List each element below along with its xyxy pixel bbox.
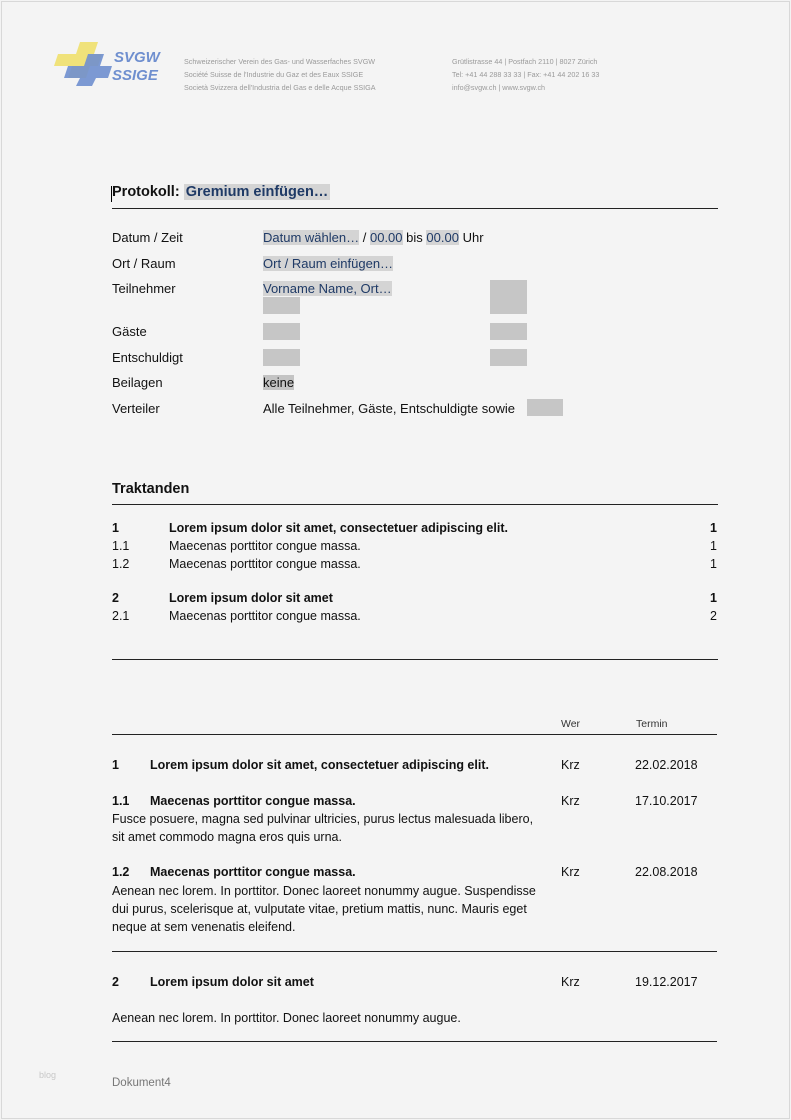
beilagen-label: Beilagen	[112, 375, 163, 390]
toc-page: 2	[710, 609, 717, 623]
toc-entry[interactable]: Lorem ipsum dolor sit amet, consectetuer adipiscing elit.	[169, 521, 508, 535]
logo-text-1: SVGW	[114, 49, 160, 66]
toc-num: 1	[112, 521, 119, 535]
toc-page: 1	[710, 539, 717, 553]
toc-page: 1	[710, 521, 717, 535]
document-name: Dokument4	[112, 1077, 171, 1089]
org-line: Société Suisse de l'Industrie du Gaz et des Eaux SSIGE	[184, 70, 364, 79]
gaeste-label: Gäste	[112, 324, 147, 339]
action-wer: Krz	[561, 975, 580, 989]
gremium-field[interactable]: Gremium einfügen…	[185, 184, 329, 200]
action-title: Lorem ipsum dolor sit amet, consectetuer adipiscing elit.	[150, 758, 489, 772]
teilnehmer-field-3[interactable]	[490, 280, 527, 314]
action-title: Lorem ipsum dolor sit amet	[150, 975, 314, 989]
verteiler-label: Verteiler	[112, 401, 160, 416]
bis-text: bis	[406, 230, 423, 245]
action-num: 1.2	[112, 865, 130, 879]
verteiler-field[interactable]	[527, 399, 563, 416]
action-termin: 17.10.2017	[635, 794, 698, 808]
table-end-rule	[112, 1041, 717, 1042]
table-mid-rule	[112, 951, 717, 952]
protocol-title	[112, 184, 330, 200]
time-from-field[interactable]: 00.00	[369, 230, 403, 245]
action-termin: 22.02.2018	[635, 758, 698, 772]
action-body: Aenean nec lorem. In porttitor. Donec laoreet nonummy augue. Suspendisse dui purus, scelerisque at, vulputate vitae, pretium mattis, nunc. Mauris eget neque at sem venenatis eleifend.	[112, 884, 536, 934]
uhr-text: Uhr	[462, 230, 484, 245]
col-termin: Termin	[636, 718, 668, 730]
action-wer: Krz	[561, 794, 580, 808]
toc-entry[interactable]: Maecenas porttitor congue massa.	[169, 539, 361, 553]
teilnehmer-field[interactable]: Vorname Name, Ort…	[263, 281, 392, 296]
logo-text-2: SSIGE	[112, 67, 158, 84]
col-wer: Wer	[561, 718, 581, 730]
svgw-logo	[54, 40, 170, 88]
toc-page: 1	[710, 557, 717, 571]
org-line: Schweizerischer Verein des Gas- und Wasserfaches SVGW	[184, 57, 376, 66]
ort-label: Ort / Raum	[112, 256, 176, 271]
ort-field[interactable]: Ort / Raum einfügen…	[263, 256, 394, 271]
teilnehmer-label: Teilnehmer	[112, 281, 176, 296]
datum-row	[263, 230, 484, 245]
org-address	[452, 55, 599, 94]
address-line: info@svgw.ch | www.svgw.ch	[452, 83, 546, 92]
datum-label: Datum / Zeit	[112, 230, 183, 245]
gaeste-field-2[interactable]	[490, 323, 527, 340]
watermark: blog	[39, 1070, 57, 1080]
toc-end-rule	[112, 659, 718, 660]
action-body: Aenean nec lorem. In porttitor. Donec laoreet nonummy augue.	[112, 1011, 461, 1025]
time-to-field[interactable]: 00.00	[426, 230, 459, 245]
table-head-rule	[112, 734, 717, 735]
toc-num: 1.2	[112, 557, 130, 571]
action-wer: Krz	[561, 865, 580, 879]
entschuldigt-label: Entschuldigt	[112, 350, 183, 365]
beilagen-row	[263, 375, 294, 390]
address-line: Grütlistrasse 44 | Postfach 2110 | 8027 Zürich	[452, 57, 598, 66]
verteiler-value: Alle Teilnehmer, Gäste, Entschuldigte sowie	[263, 401, 515, 416]
action-wer: Krz	[561, 758, 580, 772]
toc-entry[interactable]: Maecenas porttitor congue massa.	[169, 557, 361, 571]
ort-row	[263, 256, 393, 271]
traktanden-heading: Traktanden	[112, 481, 190, 497]
datum-field[interactable]: Datum wählen…	[263, 230, 360, 245]
address-line: Tel: +41 44 288 33 33 | Fax: +41 44 202 16 33	[452, 70, 600, 79]
action-termin: 22.08.2018	[635, 865, 698, 879]
org-names	[184, 55, 376, 94]
toc-num: 2.1	[112, 609, 130, 623]
teilnehmer-field-2[interactable]	[263, 297, 300, 314]
action-body: Fusce posuere, magna sed pulvinar ultricies, purus lectus malesuada libero, sit amet commodo magna eros quis urna.	[112, 812, 534, 844]
datum-slash: /	[362, 230, 367, 245]
entschuldigt-field-1[interactable]	[263, 349, 300, 366]
toc-num: 2	[112, 591, 119, 605]
action-num: 2	[112, 975, 119, 989]
org-line: Società Svizzera dell'Industria del Gas e delle Acque SSIGA	[184, 83, 376, 92]
teilnehmer-row	[263, 281, 392, 296]
entschuldigt-field-2[interactable]	[490, 349, 527, 366]
toc-page: 1	[710, 591, 717, 605]
protocol-label: Protokoll:	[112, 184, 180, 200]
traktanden-rule	[112, 504, 718, 505]
action-num: 1.1	[112, 794, 130, 808]
action-title: Maecenas porttitor congue massa.	[150, 865, 356, 879]
toc-entry[interactable]: Lorem ipsum dolor sit amet	[169, 591, 333, 605]
action-termin: 19.12.2017	[635, 975, 698, 989]
toc-entry[interactable]: Maecenas porttitor congue massa.	[169, 609, 361, 623]
action-title: Maecenas porttitor congue massa.	[150, 794, 356, 808]
action-num: 1	[112, 758, 119, 772]
gaeste-field-1[interactable]	[263, 323, 300, 340]
toc-num: 1.1	[112, 539, 130, 553]
beilagen-field[interactable]: keine	[263, 375, 295, 390]
title-rule	[112, 208, 718, 209]
